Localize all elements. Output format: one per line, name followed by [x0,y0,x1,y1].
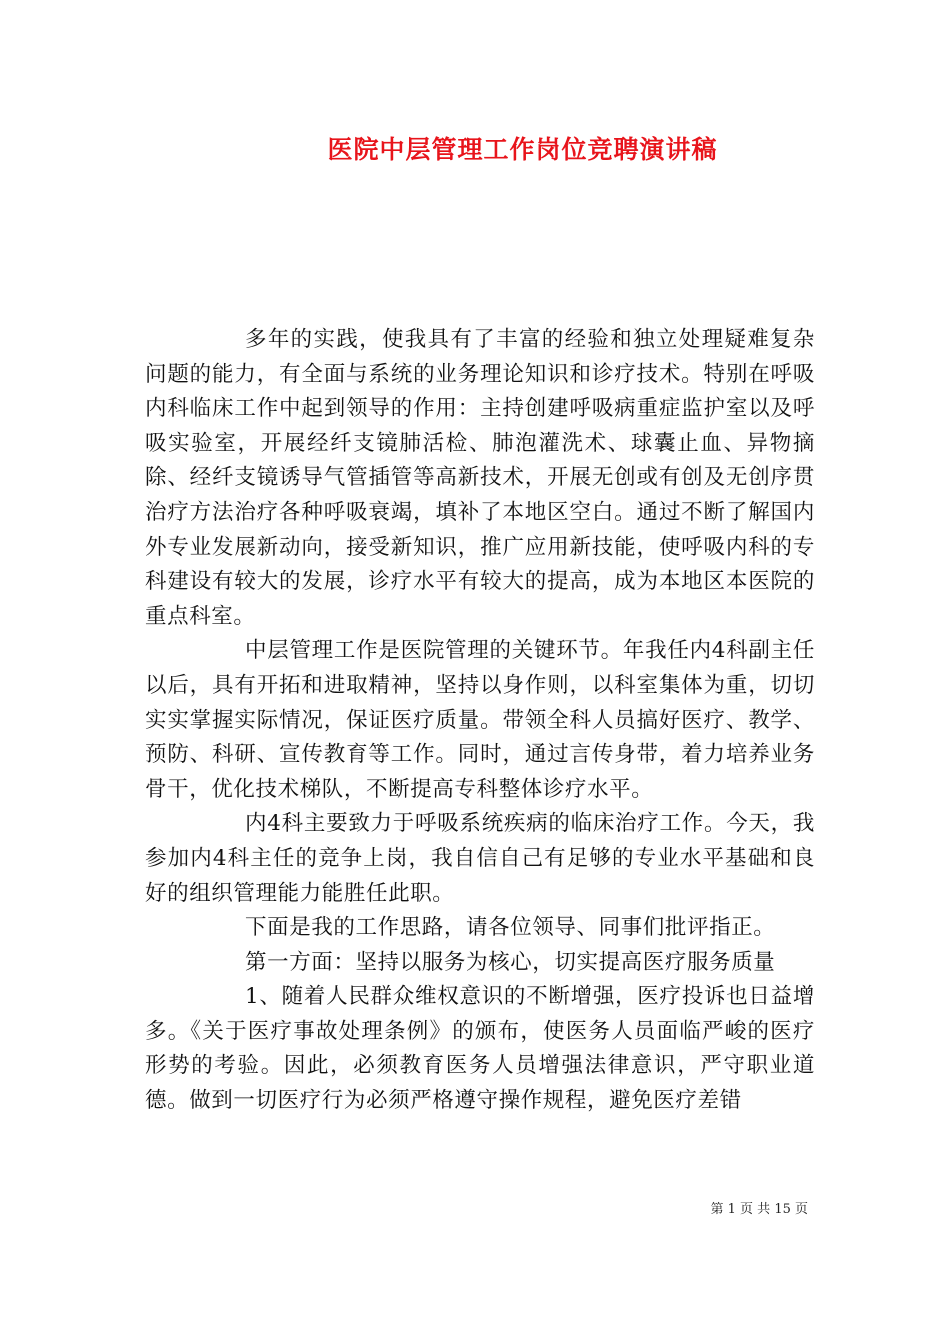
paragraph-item-1: 1、随着人民群众维权意识的不断增强，医疗投诉也日益增多。《关于医疗事故处理条例》的颁布，使医务人员面临严峻的医疗形势的考验。因此，必须教育医务人员增强法律意识，严守职业道德。做到一切医疗行为必须严格遵守操作规程，避免医疗差错 [145,984,815,1114]
page-number-footer: 第 1 页 共 15 页 [710,1202,808,1217]
paragraph-intro-ideas: 下面是我的工作思路，请各位领导、同事们批评指正。 [245,915,776,941]
document-body [145,323,815,1119]
paragraph-management: 中层管理工作是医院管理的关键环节。年我任内4科副主任以后，具有开拓和进取精神，坚持以身作则，以科室集体为重，切切实实掌握实际情况，保证医疗质量。带领全科人员搞好医疗、教学、预防、科研、宣传教育等工作。同时，通过言传身带，着力培养业务骨干，优化技术梯队，不断提高专科整体诊疗水平。 [145,638,815,802]
section-heading-first: 第一方面：坚持以服务为核心，切实提高医疗服务质量 [245,949,776,975]
document-title: 医院中层管理工作岗位竞聘演讲稿 [327,135,718,164]
paragraph-department: 内4科主要致力于呼吸系统疾病的临床治疗工作。今天，我参加内4科主任的竞争上岗，我自信自己有足够的专业水平基础和良好的组织管理能力能胜任此职。 [145,811,815,906]
paragraph-experience: 多年的实践，使我具有了丰富的经验和独立处理疑难复杂问题的能力，有全面与系统的业务理论知识和诊疗技术。特别在呼吸内科临床工作中起到领导的作用：主持创建呼吸病重症监护室以及呼吸实验室，开展经纤支镜肺活检、肺泡灌洗术、球囊止血、异物摘除、经纤支镜诱导气管插管等高新技术，开展无创或有创及无创序贯治疗方法治疗各种呼吸衰竭，填补了本地区空白。通过不断了解国内外专业发展新动向，接受新知识，推广应用新技能，使呼吸内科的专科建设有较大的发展，诊疗水平有较大的提高，成为本地区本医院的重点科室。 [145,327,815,629]
